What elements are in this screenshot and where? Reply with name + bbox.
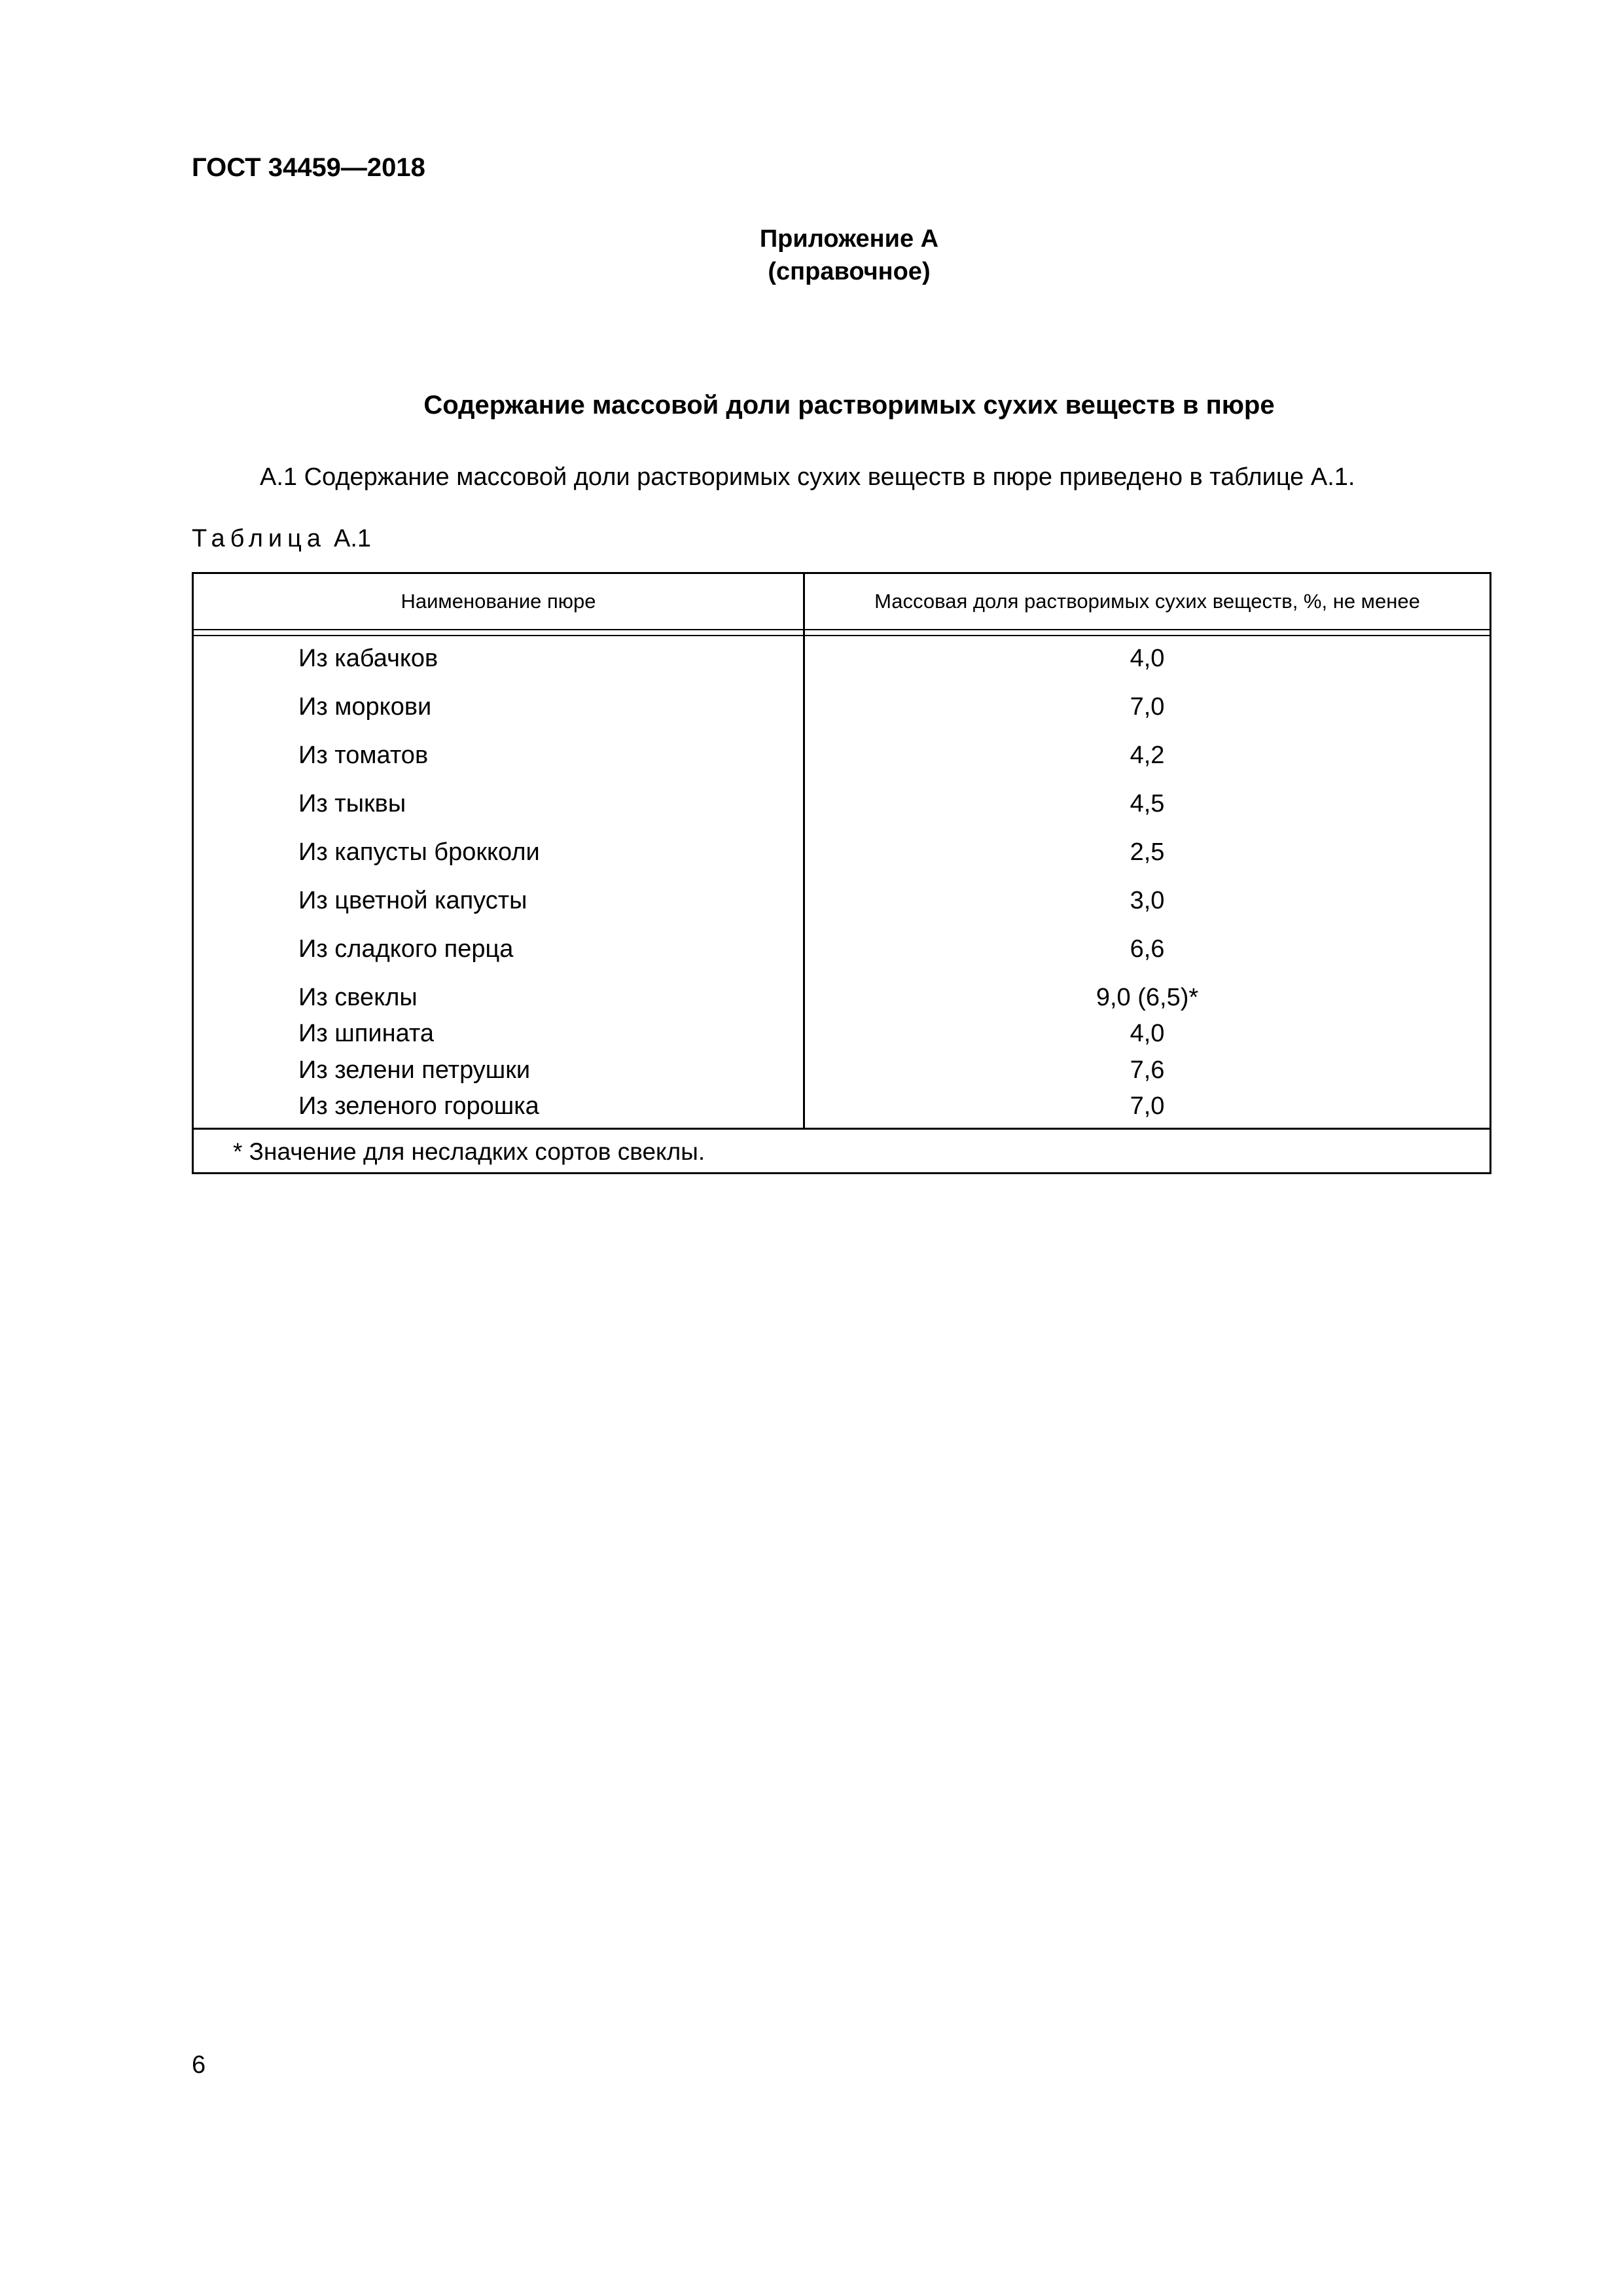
table-label-number: А.1 — [334, 525, 372, 552]
header-rule — [194, 629, 1489, 630]
row-value: 9,0 (6,5)* — [1096, 984, 1199, 1011]
row-name: Из цветной капусты — [298, 887, 527, 914]
document-id: ГОСТ 34459—2018 — [192, 153, 425, 182]
row-name: Из шпината — [298, 1020, 434, 1047]
row-value: 4,0 — [1130, 1020, 1165, 1047]
row-value: 3,0 — [1130, 887, 1165, 914]
row-name: Из свеклы — [298, 984, 418, 1011]
data-table — [192, 572, 1491, 1174]
row-value: 4,5 — [1130, 790, 1165, 817]
appendix-title: Приложение А — [759, 225, 939, 253]
row-name: Из сладкого перца — [298, 935, 514, 963]
row-name: Из моркови — [298, 693, 432, 721]
column-header-name: Наименование пюре — [401, 590, 596, 613]
row-value: 4,0 — [1130, 645, 1165, 672]
row-value: 7,0 — [1130, 693, 1165, 721]
header-rule-double — [194, 635, 1489, 636]
table-label — [192, 524, 371, 554]
row-value: 7,0 — [1130, 1092, 1165, 1120]
footnote-rule — [194, 1128, 1489, 1130]
row-name: Из капусты брокколи — [298, 838, 540, 866]
row-name: Из зелени петрушки — [298, 1056, 531, 1084]
page-number: 6 — [192, 2051, 206, 2079]
row-name: Из зеленого горошка — [298, 1092, 539, 1120]
table-label-word: Таблица — [192, 525, 326, 552]
body-paragraph: А.1 Содержание массовой доли растворимых сухих веществ в пюре приведено в таблице А.1. — [260, 463, 1355, 491]
row-value: 4,2 — [1130, 742, 1165, 769]
column-header-value: Массовая доля растворимых сухих веществ, %, не менее — [874, 590, 1420, 613]
table-footnote: * Значение для несладких сортов свеклы. — [233, 1138, 705, 1165]
row-value: 6,6 — [1130, 935, 1165, 963]
row-name: Из тыквы — [298, 790, 406, 817]
section-title-block — [0, 389, 1623, 421]
row-value: 2,5 — [1130, 838, 1165, 866]
section-title: Содержание массовой доли растворимых сухих веществ в пюре — [423, 391, 1275, 420]
appendix-subtitle: (справочное) — [768, 258, 931, 285]
row-value: 7,6 — [1130, 1056, 1165, 1084]
row-name: Из кабачков — [298, 645, 438, 672]
row-name: Из томатов — [298, 742, 429, 769]
appendix-heading — [0, 223, 1623, 288]
